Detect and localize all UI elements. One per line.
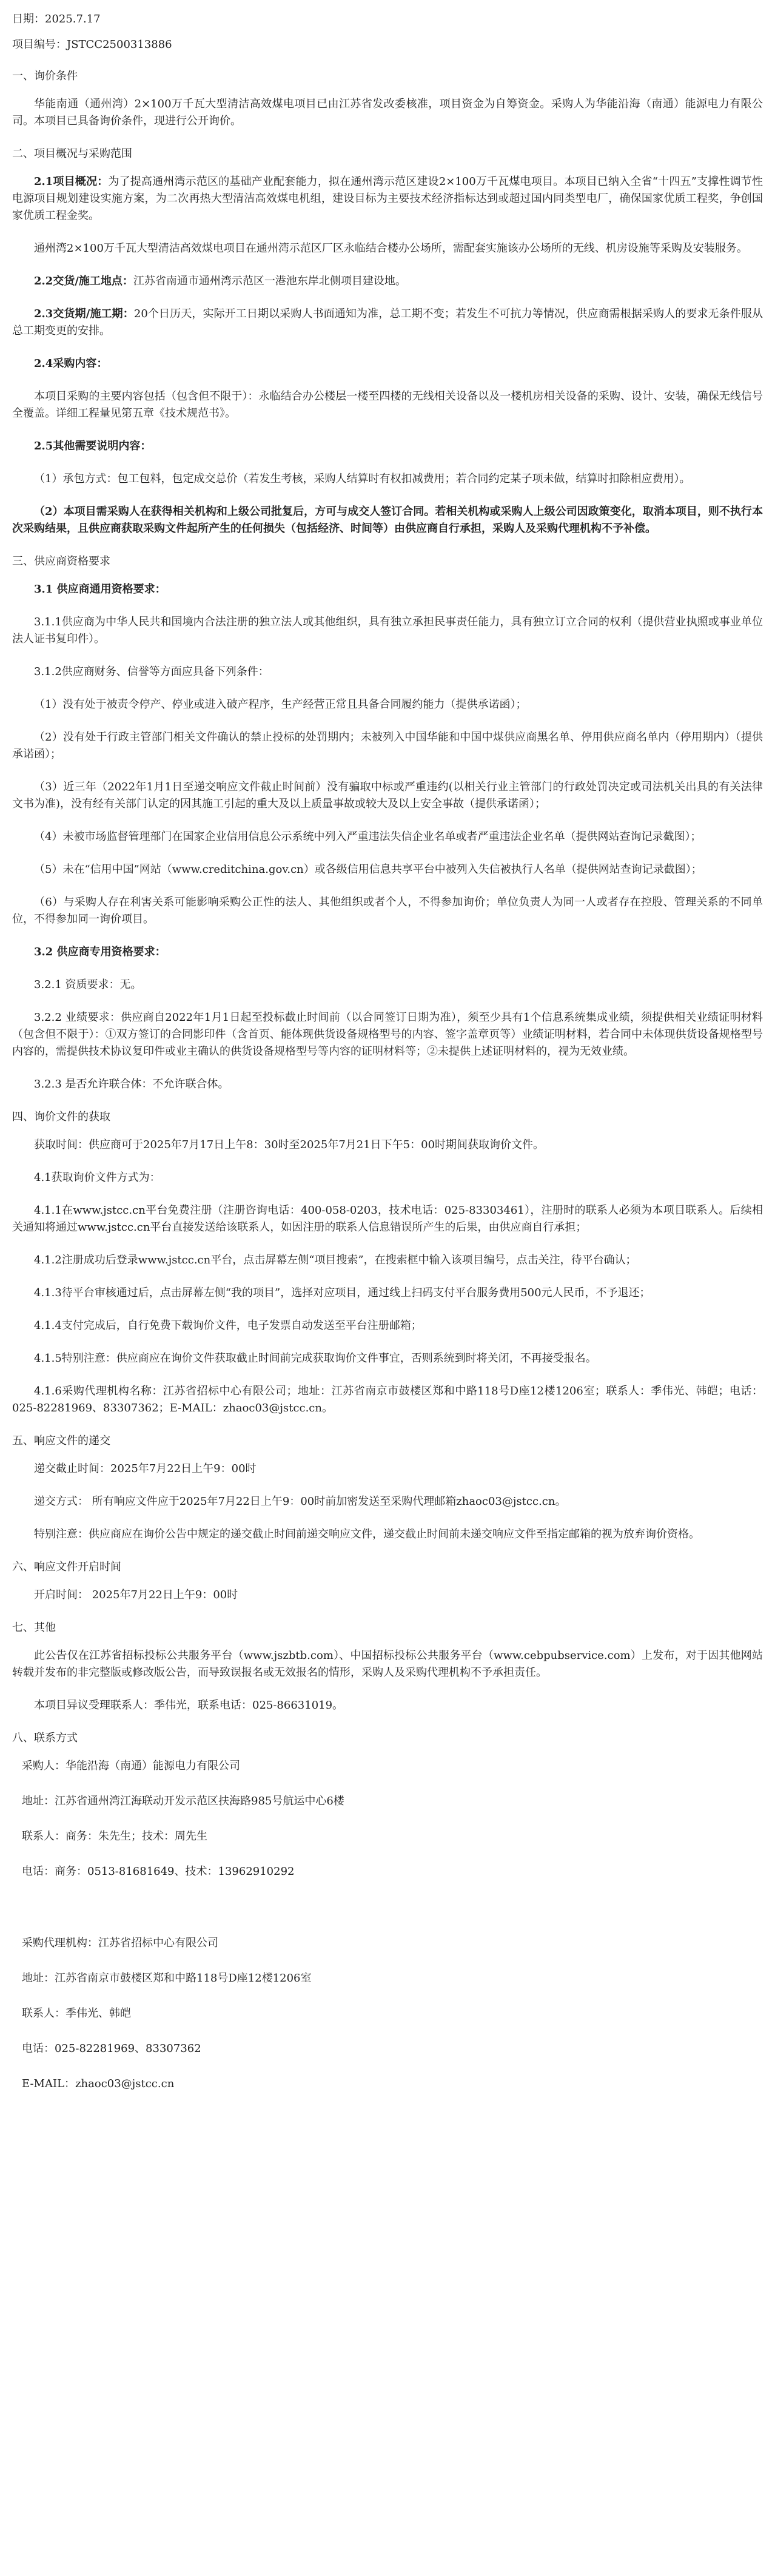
section-2-4-paragraph: 本项目采购的主要内容包括（包含但不限于）：永临结合办公楼层一楼至四楼的无线相关设备以及一楼机房相关设备的采购、设计、安装，确保无线信号全覆盖。详细工程量见第五章《技术规范书》。	[12, 390, 763, 420]
section-3-2-2: 3.2.2 业绩要求：供应商自2022年1月1日起至投标截止时间前（以合同签订日期为准），须至少具有1个信息系统集成业绩，须提供相关业绩证明材料（包含但不限于）：①双方签订的合同影印件（含首页、能体现供货设备规格型号的内容、签字盖章页等）业绩证明材料，若合同中未体现供货设备规格型号内容的，需提供技术协议复印件或业主确认的供货设备规格型号等内容的证明材料等；②未提供上述证明材料的，视为无效业绩。	[12, 1011, 763, 1058]
section-2-5-label: 2.5其他需要说明内容：	[34, 440, 152, 452]
section-4-1-5: 4.1.5特别注意：供应商应在询价文件获取截止时间前完成获取询价文件事宜，否则系统到时将关闭，不再接受报名。	[34, 1352, 597, 1365]
announcement-date: 日期：2025.7.17	[12, 13, 101, 25]
section-4-1-4: 4.1.4支付完成后，自行免费下载询价文件，电子发票自动发送至平台注册邮箱；	[34, 1319, 422, 1332]
section-2-5-item-1: （1）承包方式：包工包料，包定成交总价（若发生考核，采购人结算时有权扣减费用；若合同约定某子项未做，结算时扣除相应费用）。	[34, 472, 691, 485]
section-4-1-1: 4.1.1在www.jstcc.cn平台免费注册（注册咨询电话：400-058-0203，技术电话：025-83303461），注册时的联系人必须为本项目联系人。后续相关通知将通过www.jstcc.cn平台直接发送给该联系人，如因注册的联系人信息错误所产生的后果，由供应商自行承担；	[12, 1204, 763, 1234]
section-2-5-item-2: （2）本项目需采购人在获得相关机构和上级公司批复后，方可与成交人签订合同。若相关机构或采购人上级公司因政策变化，取消本项目，则不执行本次采购结果，且供应商获取采购文件起所产生的任何损失（包括经济、时间等）由供应商自行承担，采购人及采购代理机构不予补偿。	[12, 505, 763, 535]
section-1-title: 一、询价条件	[12, 70, 78, 82]
section-4-paragraph: 获取时间：供应商可于2025年7月17日上午8：30时至2025年7月21日下午5：00时期间获取询价文件。	[34, 1138, 545, 1151]
purchaser-address: 地址：江苏省通州湾江海联动开发示范区扶海路985号航运中心6楼	[22, 1795, 344, 1808]
section-3-1-2-item-3: （3）近三年（2022年1月1日至递交响应文件截止时间前）没有骗取中标或严重违约(以相关行业主管部门的行政处罚决定或司法机关出具的有关法律文书为准)，没有经有关部门认定的因其施工引起的重大及以上质量事故或较大及以上安全事故（提供承诺函）；	[12, 781, 763, 810]
section-7-paragraph: 此公告仅在江苏省招标投标公共服务平台（www.jszbtb.com）、中国招标投标公共服务平台（www.cebpubservice.com）上发布，对于因其他网站转载并发布的非完整版或修改版公告，而导致误报名或无效报名的情形，采购人及采购代理机构不予承担责任。	[12, 1649, 763, 1679]
section-3-1-title: 3.1 供应商通用资格要求：	[34, 583, 166, 596]
section-2-1-text: 为了提高通州湾示范区的基础产业配套能力，拟在通州湾示范区建设2×100万千瓦煤电项目。本项目已纳入全省“十四五”支撑性调节性电源项目规划建设实施方案，为二次再热大型清洁高效煤电机组，建设目标为主要技术经济指标达到或超过国内同类型电厂，确保国家优质工程奖，争创国家优质工程金奖。	[12, 175, 763, 222]
section-3-2-title: 3.2 供应商专用资格要求：	[34, 946, 166, 958]
section-2-1-label: 2.1项目概况：	[34, 175, 109, 188]
section-4-title: 四、询价文件的获取	[12, 1111, 110, 1123]
section-2-3-label: 2.3交货期/施工期：	[34, 308, 134, 320]
section-2-title: 二、项目概况与采购范围	[12, 147, 132, 160]
section-3-1-2-item-2: （2）没有处于行政主管部门相关文件确认的禁止投标的处罚期内；未被列入中国华能和中国中煤供应商黑名单、停用供应商名单内（停用期内）（提供承诺函）；	[12, 731, 763, 761]
section-2-3-text: 20个日历天，实际开工日期以采购人书面通知为准，总工期不变；若发生不可抗力等情况，供应商需根据采购人的要求无条件服从总工期变更的安排。	[12, 308, 763, 337]
section-5-method: 递交方式： 所有响应文件应于2025年7月22日上午9：00时前加密发送至采购代理邮箱zhaoc03@jstcc.cn。	[34, 1495, 566, 1508]
purchaser-contact: 联系人：商务：朱先生；技术：周先生	[22, 1830, 207, 1843]
section-5-note: 特别注意：供应商应在询价公告中规定的递交截止时间前递交响应文件，递交截止时间前未递交响应文件至指定邮箱的视为放弃询价资格。	[34, 1528, 700, 1541]
section-8-title: 八、联系方式	[12, 1732, 78, 1744]
project-number: 项目编号：JSTCC2500313886	[12, 38, 172, 51]
section-4-1-3: 4.1.3待平台审核通过后，点击屏幕左侧“我的项目”，选择对应项目，通过线上扫码支付平台服务费用500元人民币，不予退还；	[34, 1286, 651, 1299]
agent-name: 采购代理机构：江苏省招标中心有限公司	[22, 1937, 218, 1949]
section-6-opening-time: 开启时间： 2025年7月22日上午9：00时	[34, 1589, 238, 1601]
section-3-1-2-item-1: （1）没有处于被责令停产、停业或进入破产程序，生产经营正常且具备合同履约能力（提供承诺函）；	[34, 698, 527, 711]
section-3-2-1: 3.2.1 资质要求：无。	[34, 978, 142, 991]
section-3-1-2-item-4: （4）未被市场监督管理部门在国家企业信用信息公示系统中列入严重违法失信企业名单或者严重违法企业名单（提供网站查询记录截图）；	[34, 830, 702, 843]
section-3-2-3: 3.2.3 是否允许联合体：不允许联合体。	[34, 1078, 229, 1091]
agent-email: E-MAIL：zhaoc03@jstcc.cn	[22, 2077, 175, 2090]
section-2-2-label: 2.2交货/施工地点：	[34, 275, 133, 288]
contact-spacer	[12, 1898, 763, 1935]
section-2-2-paragraph	[12, 273, 763, 290]
purchaser-phone: 电话：商务：0513-81681649、技术：13962910292	[22, 1865, 295, 1878]
section-2-1-paragraph-2: 通州湾2×100万千瓦大型清洁高效煤电项目在通州湾示范区厂区永临结合楼办公场所，需配套实施该办公场所的无线、机房设施等采购及安装服务。	[34, 242, 748, 255]
section-5-deadline: 递交截止时间：2025年7月22日上午9：00时	[34, 1462, 257, 1475]
agent-contact: 联系人：季伟光、韩皑	[22, 2007, 131, 2020]
agent-phone: 电话：025-82281969、83307362	[22, 2042, 201, 2055]
purchaser-name: 采购人：华能沿海（南通）能源电力有限公司	[22, 1760, 240, 1772]
agent-address: 地址：江苏省南京市鼓楼区郑和中路118号D座12楼1206室	[22, 1972, 312, 1985]
section-3-title: 三、供应商资格要求	[12, 555, 110, 568]
section-3-1-2-item-5: （5）未在“信用中国”网站（www.creditchina.gov.cn）或各级信用信息共享平台中被列入失信被执行人名单（提供网站查询记录截图）；	[34, 863, 702, 876]
section-7-objection-contact: 本项目异议受理联系人：季伟光，联系电话：025-86631019。	[34, 1699, 344, 1712]
section-2-4-label: 2.4采购内容：	[34, 357, 108, 370]
section-3-1-2: 3.1.2供应商财务、信誉等方面应具备下列条件：	[34, 665, 269, 678]
section-4-1-6: 4.1.6采购代理机构名称：江苏省招标中心有限公司；地址：江苏省南京市鼓楼区郑和中路118号D座12楼1206室；联系人：季伟光、韩皑；电话：025-82281969、83307362；E-MAIL：zhaoc03@jstcc.cn。	[12, 1385, 763, 1414]
section-4-1: 4.1获取询价文件方式为：	[34, 1171, 161, 1184]
section-2-2-text: 江苏省南通市通州湾示范区一港池东岸北侧项目建设地。	[133, 275, 406, 288]
section-1-paragraph: 华能南通（通州湾）2×100万千瓦大型清洁高效煤电项目已由江苏省发改委核准，项目资金为自筹资金。采购人为华能沿海（南通）能源电力有限公司。本项目已具备询价条件，现进行公开询价。	[12, 98, 763, 127]
section-6-title: 六、响应文件开启时间	[12, 1561, 121, 1573]
section-7-title: 七、其他	[12, 1621, 56, 1634]
section-5-title: 五、响应文件的递交	[12, 1434, 110, 1447]
section-2-3-paragraph	[12, 306, 763, 340]
section-3-1-2-item-6: （6）与采购人存在利害关系可能影响采购公正性的法人、其他组织或者个人，不得参加询价；单位负责人为同一人或者存在控股、管理关系的不同单位，不得参加同一询价项目。	[12, 896, 763, 926]
section-2-1-paragraph	[12, 173, 763, 224]
section-3-1-1: 3.1.1供应商为中华人民共和国境内合法注册的独立法人或其他组织，具有独立承担民事责任能力，具有独立订立合同的权利（提供营业执照或事业单位法人证书复印件）。	[12, 616, 763, 645]
section-4-1-2: 4.1.2注册成功后登录www.jstcc.cn平台，点击屏幕左侧“项目搜索”，在搜索框中输入该项目编号，点击关注，待平台确认；	[34, 1254, 637, 1266]
